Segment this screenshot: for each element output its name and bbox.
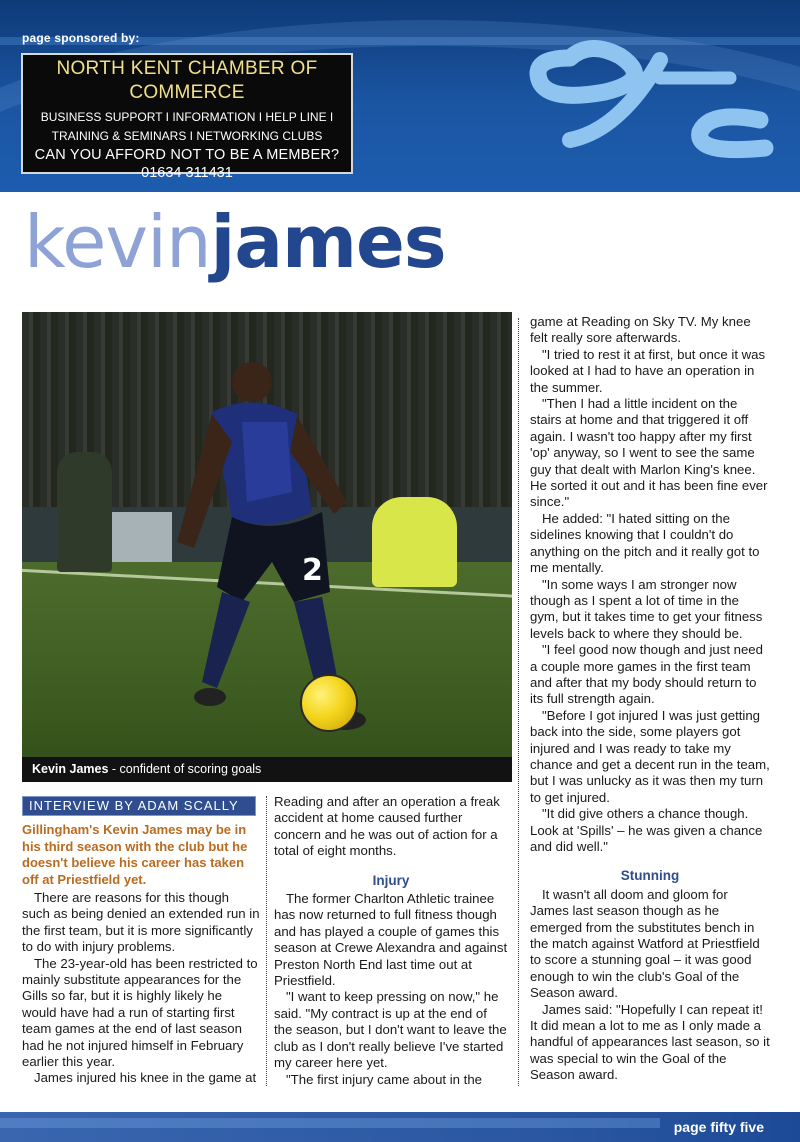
column1-paragraph: There are reasons for this though such as being denied an extended run in the first team, but it is more significantly to do with injury problems. bbox=[22, 890, 260, 955]
club-logo bbox=[510, 20, 790, 180]
ad-title-line2: COMMERCE bbox=[129, 82, 245, 103]
sponsor-label: page sponsored by: bbox=[22, 31, 140, 45]
photo-caption bbox=[32, 762, 261, 776]
column2-paragraph: "The first injury came about in the bbox=[286, 1071, 482, 1087]
ad-phone: 01634 311431 bbox=[141, 165, 233, 181]
column-divider bbox=[518, 318, 519, 1086]
photo-football bbox=[300, 674, 358, 732]
ad-title-line1: NORTH KENT CHAMBER OF bbox=[56, 58, 318, 79]
column-divider bbox=[266, 796, 267, 1086]
photo-caption-bar bbox=[22, 757, 512, 782]
footer-stripe bbox=[0, 1118, 660, 1128]
column1-paragraph: The 23-year-old has been restricted to mainly substitute appearances for the Gills so far, but it is highly likely he would have had a run of starting first team games at the end of last season had he not injured himself in February earlier this year. bbox=[22, 955, 258, 1070]
intro-standfirst: Gillingham's Kevin James may be in his third season with the club but he doesn't believe his career has taken off at Priestfield yet. bbox=[22, 822, 248, 887]
column3-paragraph: He added: "I hated sitting on the sidelines knowing that I couldn't do anything on the pitch and it really got to me mentally. bbox=[530, 510, 760, 576]
feature-photo bbox=[22, 312, 512, 782]
byline: INTERVIEW BY ADAM SCALLY bbox=[22, 796, 256, 816]
sponsor-advert bbox=[21, 53, 353, 181]
column1-paragraph: James injured his knee in the game at bbox=[34, 1070, 257, 1086]
column2-paragraph: "I want to keep pressing on now," he said. "My contract is up at the end of the season, but I don't want to leave the club as I don't really believe I've started my career here yet. bbox=[274, 989, 507, 1071]
column3-paragraph: game at Reading on Sky TV. My knee felt really sore afterwards. bbox=[530, 314, 751, 346]
shirt-number: 2 bbox=[302, 553, 323, 588]
caption-name: Kevin James bbox=[32, 762, 109, 776]
column3-paragraph: It wasn't all doom and gloom for James last season though as he emerged from the substitutes bench in the match against Watford at Priestfield to score a stunning goal – it was good enough to win the club's Goal of the Season award. bbox=[530, 886, 760, 1001]
caption-text: - confident of scoring goals bbox=[108, 762, 262, 776]
article-column-2 bbox=[274, 794, 508, 1088]
ad-question: CAN YOU AFFORD NOT TO BE A MEMBER? bbox=[34, 147, 340, 163]
title-first-name: kevin bbox=[24, 200, 211, 284]
ad-services-line2: TRAINING & SEMINARS I NETWORKING CLUBS bbox=[51, 129, 323, 143]
column3-paragraph: "It did give others a chance though. Look at 'Spills' – he was given a chance and did well." bbox=[530, 806, 763, 854]
column2-paragraph: Reading and after an operation a freak accident at home caused further concern and he was out of action for a total of eight months. bbox=[274, 794, 500, 859]
article-column-3 bbox=[530, 314, 770, 1084]
column3-paragraph: "Then I had a little incident on the stairs at home and that triggered it off again. I wasn't too happy after my first 'op' anyway, so I went to see the same guy that dealt with Marlon King's knee. He sorted it out and it has been fine ever since." bbox=[530, 396, 768, 510]
footer-band bbox=[0, 1112, 800, 1142]
header-band bbox=[0, 0, 800, 192]
logo-text: gfc bbox=[510, 20, 512, 21]
photo-player bbox=[172, 352, 402, 732]
column3-paragraph: "I tried to rest it at first, but once it was looked at I had to have an operation in the summer. bbox=[530, 346, 766, 395]
ad-services-line1: BUSINESS SUPPORT I INFORMATION I HELP LINE I bbox=[40, 110, 334, 124]
subheading-stunning: Stunning bbox=[620, 868, 680, 884]
subheading-injury: Injury bbox=[372, 872, 410, 888]
title-last-name: james bbox=[210, 200, 446, 284]
page-title bbox=[24, 200, 446, 300]
column3-paragraph: James said: "Hopefully I can repeat it! It did mean a lot to me as I only made a handful of appearances last season, so it was special to win the Goal of the Season award. bbox=[530, 1001, 770, 1083]
photo-referee bbox=[57, 452, 112, 572]
page-number: page fifty five bbox=[673, 1119, 764, 1135]
column3-paragraph: "I feel good now though and just need a couple more games in the first team and after that my body should return to its full strength again. bbox=[530, 642, 763, 707]
column3-paragraph: "In some ways I am stronger now though as I spent a lot of time in the gym, but it takes time to get your fitness levels back to where they should be. bbox=[530, 576, 763, 641]
column2-paragraph: The former Charlton Athletic trainee has now returned to full fitness though and has played a couple of games this season at Crewe Alexandra and against Preston North End last time out at Priestfield. bbox=[274, 891, 508, 989]
column3-paragraph: "Before I got injured I was just getting back into the side, some players got injured and I was ready to take my chance and get a decent run in the team, but I was unlucky as it was then my turn to get injured. bbox=[530, 707, 770, 805]
article-column-1 bbox=[22, 890, 260, 1087]
